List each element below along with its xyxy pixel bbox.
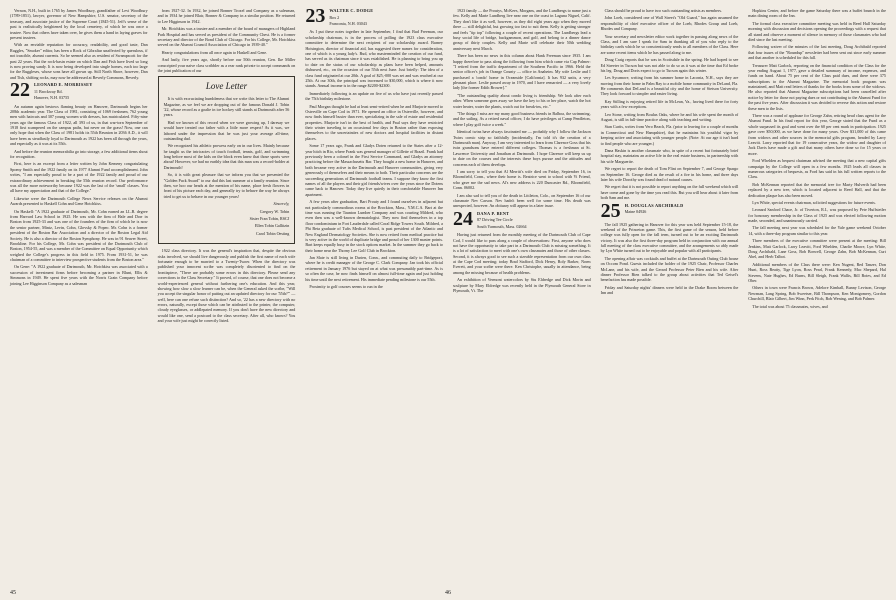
- class-notes-header: [453, 211, 591, 230]
- body-paragraph: We regret that it is not possible to report anything on the full weekend which will have come and gone by the time you read this. But you will hear about it later from both Sam and me.: [600, 184, 739, 201]
- body-paragraph: Mr. Hotchkiss was a trustee and a member of the board of managers of Highland Park Hospital and has served as president of the Community Chest. He is a former secretary and director of the Bond Club of Chicago. For his College, Mr. Hotchkiss served on the Alumni Council Association of Chicago in 1939-40.": [157, 26, 296, 48]
- body-paragraph: Following waiver of the minutes of the last meeting, Doug Archibald reported that four issues of the "Roundup" newsletter had been sent out since early summer and that another is scheduled for this fall.: [748, 44, 886, 61]
- body-paragraph: The opening affair was cocktails and buffet at the Dartmouth Outing Club house on Occom Pond. Guests included the holder of the 1925 Chair, Professor Charles McLane, and his wife, and the Gerard Professor Peter Bien and his wife. After dinner Professor Bien talked to the group about activities that Ted Geisel's benefaction has made possible.: [600, 255, 739, 283]
- class-year-number: 24: [452, 210, 473, 230]
- column-3: [305, 8, 443, 584]
- body-paragraph: Identical twins have always fascinated me — probably why I follow the Jackson Twins comic strip so faithfully (incidentally, I'm told it's the creation of a Dartmouth man). Anyway, I am very interested to learn from Clarence Goss that his twin grandsons have entered different colleges. Thomas is a freshman at St. Lawrence University and Jonathan at Dartmouth. I hope Clarence will keep us up to date on the courses and the interests these boys pursue and the attitudes and concerns each of them develops.: [452, 129, 591, 167]
- body-paragraph: The fall 1925 gathering in Hanover for this year was held September 15-18, the weekend of the Princeton game. This, the first game of the season, held before college was fully open for the fall term, turned out to be an exciting Dartmouth victory. It was also the first three-day program held in conjunction with our annual fall meeting of the class executive committee, and the arrangements so ably made by Lyn White turned out to be enjoyable and popular with all participants.: [600, 221, 739, 254]
- sidebar-letter-paragraph: It is with excruciating humbleness that we write this letter to The Alumni Magazine, as we feel we are dropping out of the famous Donald J. Tobin '22, whose record as a goalie in ice hockey still stands at Dartmouth after 56 years.: [163, 96, 290, 118]
- class-secretary-block: [625, 203, 739, 216]
- body-paragraph: Immediately following is an update on five of us who have just recently passed the 75th birthday milestone.: [305, 90, 443, 102]
- body-paragraph: Having just returned from the monthly meeting of the Dartmouth Club of Cape Cod, I would like to pass along a couple of observations: First, anyone who does not have the opportunity to take part in a Dartmouth Club is missing something. It is a lot of satisfaction to meet with one's own classmates and those of other classes. Second, it is always good to see such a sizeable representation from our own class at the Cape Cod meeting; today Brad Stafford, Dick Henry, Roly Barker, Norm Everett, and your scribe were there. Ken Christophe, usually in attendance, being among the missing because of health problems.: [452, 232, 591, 275]
- sidebar-letter-paragraph: We recognized his athletic prowess early on in our lives. Mainly because he taught us the intricacies of touch football, tennis, golf, and swimming long before most of the kids on the block even knew that those sports were about! However, we had no earthly idea that this man was a record-holder at Dartmouth!: [163, 143, 290, 170]
- class-secretary-name: DANA P. BENT: [476, 210, 510, 216]
- body-paragraph: Some 17 years ago, Frank and Gladys Doten returned to the States after a 12-year hitch in Rio, where Frank was general manager of Gillette of Brazil. Frank had previously been a colonel in the First Service Command, and Gladys an attorney practicing before the Massachusetts Bar. They bought a new home in Hanover, and both became very active in the Dartmouth and Hanover communities, giving very generously of themselves and their means to both. Their particular concerns are the succeeding generations of Dartmouth football teams. I suppose they know the first names of all the players and their girl friends/wives over the years since the Dotens came back to Hanover. Today they live quietly in their comfortable Hanover Inn apartment.: [305, 143, 443, 197]
- body-paragraph: John Loeb, considered one of Wall Street's "Old Guard," has again assumed the responsibility of chief executive officer of the Loeb, Rhodes Group and Loeb, Rhodes and Company.: [600, 15, 739, 32]
- body-paragraph: Hearty congratulations from all once again to Haskell and Gene.: [161, 49, 268, 55]
- sidebar-letter-title: Love Letter: [205, 81, 248, 92]
- body-paragraph: Doug Craig reports that he was in Scottsdale in the spring. He had hoped to see Ed Streeter in Tucson but was not able to do so as it was at the time that Ed broke his leg. Doug and Doris expect to go to Tucson again this winter.: [600, 57, 739, 73]
- body-paragraph: Lyn White, special events chairman, solicited suggestions for future events.: [752, 199, 876, 205]
- body-paragraph: Les Sycamore, writing from his summer home in Laconia, N.H., says they are moving from their home in Palm Bay to a mobile home community in DeLand, Fla. He comments that DeLand is a beautiful city and the home of Stetson University. They look forward to simpler and easier living.: [600, 75, 739, 97]
- body-paragraph: Leonard Sanford Chace, Jr. of Tiverton, R.I., was proposed by Pete Huffstetler for honorary membership in the Class of 1925 and was elected following motion made, seconded, and unanimously carried.: [748, 207, 886, 224]
- class-secretary-address: Maine 04926: [624, 209, 647, 215]
- body-paragraph: Proximity to golf courses seems to run in the: [309, 284, 383, 290]
- body-paragraph: We regret to report the death of Tom Flint on September 7, and George Spargo on September 16. George died as the result of a fire in his home, and three days later his wife Dorothy was found dead of natural causes.: [600, 166, 739, 182]
- body-paragraph: 1922 class directory. It was the general's inspiration that, despite the obvious risks involved, we should live dangerously and publish the first name of each wife fortunate enough to be married to a Twenty-Twoer. When the directory was published your innocent scribe was completely disoriented to find on the frontispiece, "There are probably some errors in this directory. Please send any corrections to the Class Secretary." It proved, of course, that one does not become a world-experienced general without furthering one's education. And this year, showing how slow a slow learner can be, when the General asked the scribe, "Will you accept the singular honor of putting out an updated directory for our '55th?'" — well, here can one refuse such distinction? And so, '22 has a new directory with no errors, naturally, except those which can be attributed to the printer, the computer, cloudy eyeglasses, or addlepated memory. If you don't have the new directory and would like one, send a postcard to the class secretary. After all, who knows? You and your wife just might be correctly listed.: [157, 248, 296, 324]
- body-paragraph: Ford Whelden as bequest chairman advised the meeting that a new capital gifts campaign by the College will open in a few months. 1925 leads all classes in numerous categories of bequests, as Ford has said in his full written reports to the Class.: [748, 158, 886, 180]
- body-paragraph: As I put these notes together in late September, I find that Bud Freeman, our scholarship chairman, is in the process of polling the 1923 class executive committee to determine the next recipient of our scholarship award. Barney Hoisington, director of financial aid, has suggested three names for consideration, one of which is a young lady's. Bud, who masterminded the creation of our fund, has served as its chairman since it was established. He is planning to bring you up to date on the status of our scholarship as plans have been helped, amounts disbursed, etc., on the occasion of our 55th next June. Just briefly: The idea of a class fund originated at our 20th. A goal of $25,-000 was set and was reached at our 25th. At our 30th, the principal was increased to $30,000, which is where it now stands. Annual income is in the range $2200-$2300.: [305, 29, 443, 89]
- body-paragraph: With an enviable reputation for accuracy, readability, and good taste, Dan Ruggles, "Smoker" editor, has been a Rock of Gibraltar unaffected by querulous, if not irascible, alumni currents. So he seemed also as resident of Swampscott for the past 22 years. But the rock-basin estate on which Dan and Fish have lived so long is now proving sandy. It is now being developed into single homes, each too large for the Ruggleses, whose sons have all grown up. Still North Shore, however, Dan and Tish, shifting rocks, may now be addressed at Beverly Commons, Beverly.: [10, 42, 148, 80]
- class-notes-header: [601, 203, 739, 220]
- column-2: [158, 8, 296, 584]
- letter-signature: Sister Fran Tobin, RSCJ: [249, 215, 290, 221]
- class-secretary-block: [477, 211, 591, 230]
- column-4: [453, 8, 591, 584]
- class-notes-header: [10, 82, 148, 101]
- page-number-left: 45: [10, 590, 16, 596]
- class-secretary-address: 11 Brockway Rd.: [34, 88, 63, 94]
- body-paragraph: Leo Stone, writing from Boulus Oaks, where he and his wife spent the month of August, is still in full-time practice along with teaching and writing.: [600, 111, 739, 123]
- body-paragraph: Jan Slate is still living in Darien, Conn., and commuting daily to Bridgeport, where he is credit manager of the George C. Clark Company. Jan took his official retirement in January 1976 but stayed on at what was presumably part-time. As is so often the case, he now finds himself on almost full-time again and just holding his time until the next retirement. His immediate pending milestone is our 55th.: [305, 255, 443, 282]
- body-paragraph: Class should be proud to have two such outstanding artists as members.: [604, 8, 722, 13]
- class-secretary-address: Franconia, N.H. 03043: [329, 21, 367, 27]
- body-paragraph: Stan Curtis, writes from Vero Beach, Fla. (prior to leaving for a couple of months in Connecticut and New Hampshire), that he maintains his youthful vigor by keeping active and associating with younger people. (Note: At our age it isn't hard to find people who are younger.): [600, 124, 739, 146]
- letter-signature: Ellen Tobin Gallitzin: [254, 223, 290, 229]
- body-paragraph: The total was about 75 classmates, wives, and: [752, 303, 828, 309]
- body-paragraph: I am sorry to tell you that Al Merritt's wife died on Friday, September 16, in Bloomfield, Conn., where their home is. Beatrice went to school with Vi Friend, who gave me the sad news. Al's new address is 220 Duncaster Rd., Bloomfield, Conn. 06002.: [452, 168, 591, 191]
- body-paragraph: Additional members of the Class there were: Ken Nugent, Red Tanzer, Don Hunt, Ross Beatty, Tige Lyon, Ross Pearl, Frank Kennedy, Mac Shepard, Hal Stevens, Nate Hughes, Ed Burns, Bill Sleigh, Frank Wallis, Bill Boies, and Ed Ober.: [748, 261, 886, 283]
- class-secretary-name: WALTER C. DODGE: [329, 8, 374, 13]
- body-paragraph: from 1927-32. In 1932, he joined Bonner Troxel and Company as a salesman, and in 1934 he joined Blair, Bonner & Company in a similar position. He returned to Lee Higginson in 1942.: [157, 8, 296, 24]
- column-6: [748, 8, 886, 584]
- class-notes-header: [305, 8, 443, 27]
- class-secretary-address: South Yarmouth, Mass. 02664: [476, 223, 527, 229]
- body-paragraph: The formal class executive committee meeting was held in Reed Hall Saturday morning with discussion and decisions opening the proceedings with a request that all stand and observe a moment of silence in memory of those classmates who had died since the last meeting.: [748, 20, 886, 42]
- letter-signature: Carol Tobin Oesting: [256, 230, 290, 236]
- body-paragraph: Treasurer Matt Garlock, reporting on the financial condition of the Class for the year ending August 1, 1977, gave a detailed summary of income, expenses, and funds on hand. About 75 per cent of the Class paid dues, and there were 375 subscriptions to the Alumni Magazine. The memorial book program was maintained, and Matt read letters of thanks for the books from some of the widows. He also reported that Alumni Magazine subscriptions had been cancelled after notice by letter for those not paying dues or not contributing to the Alumni Fund for the past five years. After discussion it was decided to reverse this action and restore these men to the lists.: [748, 62, 886, 111]
- body-paragraph: There has been no news in this column about Hank Freeman since 1935. I am happy therefore to pass along the following from him which came via Cap Palmer: "I retired from the traffic department of the Southern Pacific in 1966. Held the senior officer's job in Orange County — office in Anaheim. My wife Leslie and I purchased a 'condo' home in Oceanside [California]. It has 932 units, a very pleasant place. Leslie passed away in 1970, and I have remarried — a very lovely lady [the former Edith Brower].": [452, 53, 591, 91]
- body-paragraph: "The things I miss are my many good business friends in Balboa, the swimming, and the sailing. As a retired naval officer, I do have privileges at Camp Pendleton, where I play golf twice a week.": [452, 111, 591, 127]
- sidebar-letter-box: [158, 76, 296, 244]
- class-secretary-block: [329, 8, 443, 27]
- body-paragraph: Three members of the executive committee were present at the meeting: Bill Jenkins, Matt Garlock, Larry Leavitt, Ford Whelden, Charlie Moore, Lyn White, Doug Archibald, Lane Goss, Bob Borwell, George Zahn, Bob McKennan, Curt Abel, and Herb Talbot.: [748, 238, 886, 260]
- body-paragraph: "The outstanding quality about condo living is friendship. We look after each other. When someone goes away we have the key to his or her place, watch the hot water heater, water the plants, watch out for break-ins, etc.": [452, 92, 591, 109]
- body-paragraph: A few years after graduation, Bart Prouty and I found ourselves in adjacent but not particularly commodious rooms at the Brockton, Mass., Y.M.C.A. Bart at the time was running the Taunton Lumber Company and was courting Mildred, who even then was a well-known dermatologist. They now find themselves in a top floor condominium in Fort Lauderdale called Coral Ridge Towers South. Mildred, a Phi Beta graduate of Tufts Medical School, is past president of the Atlantic and New England Dermatology Societies. She is now retired from medical practice but is very active in the world of duplicate bridge and proud of her 1300 master points. Bart keeps equally busy in the stock options market. In the summer they go back to their home near the Thorny Lee Golf Club in Brockton.: [305, 199, 443, 253]
- body-paragraph: Your secretary and newsletter editor work together in passing along news of the Class, and I am sure I speak for Sam in thanking all of you who reply to the birthday cards which he so conscientiously sends to all members of the Class. Here are some recent items which he has passed along to me.: [600, 33, 739, 55]
- class-secretary-address: 87 Driving Tee Circle: [476, 217, 513, 223]
- body-paragraph: On Gene: "A 1922 graduate of Dartmouth, Mr. Hotchkiss was associated with a succession of investment firms before becoming a partner in Blunt, Ellis & Simmons in 1949. He spent five years with the Norris Grain Company before joining Lee Higginson Company as a salesman: [10, 264, 148, 286]
- body-paragraph: Vernon, N.H., built in 1765 by James Woodbury, grandfather of Levi Woodbury (1789-1851), lawyer, governor of New Hampshire, U.S. senator, secretary of the treasury, and associate justice of the Supreme Court (1845-51). Jeff's sense of the past is realistically heightened by the local cemetery, of which he was once a trustee. Now that others have taken over, he gives them a hand in laying graves for present trustees.: [10, 8, 148, 40]
- body-paragraph: An autumn again bestows flaming beauty on Hanover, Dartmouth begins her 208th academic year. The Class of 1981, consisting of 1069 freshmen, 762 young men with haircuts and 307 young women with dresses, has matriculated. Fifty-nine years ago the famous Class of 1922, all 393 of us, in that war-torn September of 1918 first scampered on the campus paths, but never on the grass! Now, one can only hope that when the Class of 1981 holds its 55th Reunion in 2036 A.D., it will have been as steadfastly loyal to Dartmouth as 1922 has been all through the years, and especially as it was at its 55th.: [10, 103, 148, 147]
- body-paragraph: Kay Stilling is enjoying retired life in McLean, Va., having lived there for forty years with a few exceptions.: [600, 98, 739, 110]
- body-paragraph: Paul Morgan thought he had at least semi-retired when he and Marjorie moved to Osterville on Cape Cod in 1971. He opened an office in Osterville, however, and now finds himself busier than ever, specializing in the sale of estate and residential properties. Marjorie isn't in the best of health, and Paul says they have restricted their winter traveling to an occasional few days in Boston rather than exposing themselves to the uncertainties of new doctors and hospital facilities in distant places.: [305, 103, 443, 141]
- body-paragraph: Friday and Saturday nights' dinners were held in the Drake Room between the Inn and: [600, 284, 739, 296]
- class-secretary-address: Hanover, N.H. 03755: [34, 95, 70, 101]
- body-paragraph: And before the reunion memorabilia go into storage, a few additional items shout for recognition.: [10, 148, 148, 160]
- body-paragraph: First, here is an excerpt from a letter written by John Kemeny congratulating Spomy Smith and the 1922 family on its 1977 Alumni Fund accomplishment. John writes, "I am especially proud to be a part of the 1922 family and proud of our extraordinary achievement in breaking the 55th reunion record. Our performance was all the more noteworthy because 1922 was the last of the 'small' classes. You all have my appreciation and that of the College.": [10, 161, 148, 194]
- class-secretary-block: [34, 82, 148, 101]
- letter-closing: Sincerely,: [273, 201, 290, 207]
- body-paragraph: Hopkins Center, and before the game Saturday there was a buffet brunch in the main dining room of the Inn.: [748, 8, 886, 19]
- body-paragraph: Dana Haskin is another classmate who, in spite of a recent but fortunately brief hospital stay, maintains an active life in the real estate business, in partnership with his wife Marguerite.: [600, 147, 739, 164]
- body-paragraph: An exhibition of Vermont watercolors by Stu Eldredge and Dick Morin and sculpture by Mary Eldredge was recently held in the Plymouth General Store in Plymouth, Vt. The: [452, 277, 591, 294]
- class-year-number: 25: [600, 202, 621, 220]
- class-secretary-address: Box 2: [329, 14, 340, 20]
- page-number-right: 46: [445, 590, 451, 596]
- body-paragraph: 1923 family — the Proutys, McKees, Morgans, and the Lundbergs to name just a few. Kelly and Marie Lundberg live near one on the coast in Laguna Niguel, Calif. They don't like it as well, however, as they did eight years ago when they moved there — still delightful, but growing too fast to suit them. Kelly is getting stronger and feels "tip top" following a couple of recent operations. The Lundbergs lead a busy social life of bridge, backgammon, and golf, and belong to a dinner dance group of thirty couples. Kelly and Marie will celebrate their 50th wedding anniversary next March.: [452, 8, 591, 51]
- class-year-number: 22: [10, 82, 30, 102]
- sidebar-letter-paragraph: So, it is with great pleasure that we inform you that we presented the "Golden Puck Award" to our dad this last summer at a family reunion. Since then, we hoo our heads at the mention of his name, place fresh flowers in front of his picture each day, and generally try to behave the way he always tried to get us to behave in our younger years!: [163, 172, 290, 199]
- class-secretary-name: H. DOUGLAS ARCHIBALD: [624, 202, 684, 208]
- column-5: [601, 8, 739, 584]
- body-paragraph: On Haskell: "A 1922 graduate of Dartmouth, Mr. Cohn earned an LL.B. degree from Harvard Law School in 1925. He was with the firm of Hale and Dorr in Boston from 1925-33 and was one of the founders of the firm of which he is now the senior partner, Mintz, Levin, Cohn, Glovsky & Popeo. Mr. Cohn is a former president of the Boston Bar Association and a director of the Boston Legal Aid Society. He is also a director of the Boston Symphony. He was in 91 Seaver Street, Brookline. For his College, Mr. Cohn was president of the Dartmouth Club of Boston, 1954-55, and was a member of the Committee on Equal Opportunity which weighed the College's progress in this field in 1975. From 1931-51, he was chairman of a committee to interview prospective students from the Boston area.": [10, 208, 148, 263]
- body-paragraph: The fall meeting next year was scheduled for the Yale game weekend October 14, with a three-day program similar to this year.: [748, 225, 886, 236]
- class-year-number: 23: [305, 8, 326, 27]
- class-secretary-name: LEONARD E. MORRISSEY: [34, 82, 93, 88]
- letter-signature: Gregory W. Tobin: [259, 208, 290, 214]
- body-paragraph: I am also sad to tell you of the death in Littleton, Colo., on September 16 of our classmate Nev Carson. Nev hadn't been well for some time. His death was unexpected, however. An obituary will appear in a later issue.: [452, 192, 591, 209]
- body-paragraph: There was a round of applause for George Zahn, retiring head class agent for the Alumni Fund. In his final report for this year, George stated that the Fund as a whole surpassed its goal and went over the 60 per cent mark in participation. 1925 gave over $50,000, as we have done for many years. Over $31,000 of this came from widows and other sources in the memorial gifts program, headed by Larry Leavitt. Larry reported that for 19 consecutive years, the widow and daughter of Jack Davis have made a gift and that many others have done so for 15 years or more.: [748, 113, 886, 156]
- body-paragraph: Likewise were the Dartmouth College News Service releases on the Alumni Awards presented to Haskell Cohn and Gene Hotchkiss.: [10, 195, 148, 207]
- body-paragraph: Others in town were Francis Brown, Adelore Kimball, Bunny Levison, George Newman, Lang Spring, Bob Sweetser, Bill Thompson, Ken Montgomery, Gordon Churchill, Blair Gilbert, Jim Winn, Perk Fitch, Bob Wening, and Bob Palmer.: [748, 285, 886, 302]
- body-paragraph: And lastly, five years ago, shortly before our 50th reunion, Gen. Ike Miller conscripted your naive class scribbler as a rear rank private to accept commands on the joint publication of our: [157, 57, 296, 73]
- sidebar-letter-paragraph: Had we known of this record when we were growing up, I daresay we would have treated our father with a little more respect! As it was, we labored under the impression that he was just your average all-time, outstanding dad.: [163, 119, 290, 141]
- body-paragraph: Bob McKennan reported that the memorial tree for Marty Hulverth had been replaced by a new tree, which is located adjacent to Reed Hall, and that the dedication plaque has also been moved.: [748, 181, 886, 198]
- column-1: [10, 8, 148, 584]
